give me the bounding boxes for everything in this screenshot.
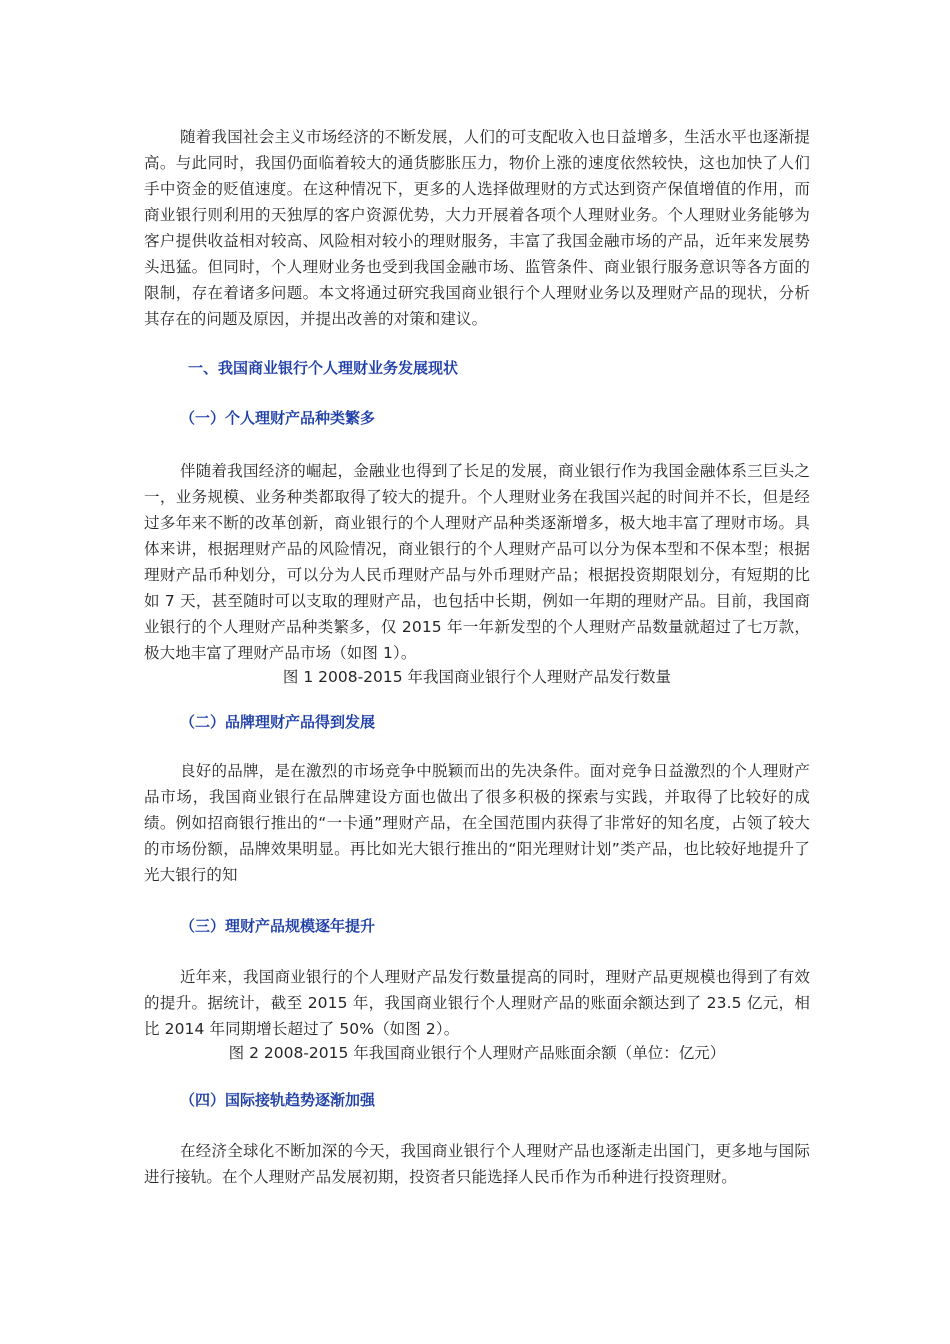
subsection-2-paragraph: 良好的品牌，是在激烈的市场竞争中脱颖而出的先决条件。面对竞争日益激烈的个人理财产品市场，我国商业银行在品牌建设方面也做出了很多积极的探索与实践，并取得了比较好的成绩。例如招商银行推出的“一卡通”理财产品，在全国范围内获得了非常好的知名度，占领了较大的市场份额，品牌效果明显。再比如光大银行推出的“阳光理财计划”类产品，也比较好地提升了光大银行的知 [144,762,810,884]
figure-1-caption: 图 1 2008-2015 年我国商业银行个人理财产品发行数量 [282,668,672,686]
subsection-heading-2: （二）品牌理财产品得到发展 [180,713,376,731]
document-body [144,124,810,1190]
intro-paragraph: 随着我国社会主义市场经济的不断发展，人们的可支配收入也日益增多，生活水平也逐渐提高。与此同时，我国仍面临着较大的通货膨胀压力，物价上涨的速度依然较快，这也加快了人们手中资金的贬值速度。在这种情况下，更多的人选择做理财的方式达到资产保值增值的作用，而商业银行则利用的天独厚的客户资源优势，大力开展着各项个人理财业务。个人理财业务能够为客户提供收益相对较高、风险相对较小的理财服务，丰富了我国金融市场的产品，近年来发展势头迅猛。但同时，个人理财业务也受到我国金融市场、监管条件、商业银行服务意识等各方面的限制，存在着诸多问题。本文将通过研究我国商业银行个人理财业务以及理财产品的现状，分析其存在的问题及原因，并提出改善的对策和建议。 [144,128,810,328]
subsection-1-paragraph: 伴随着我国经济的崛起，金融业也得到了长足的发展，商业银行作为我国金融体系三巨头之一，业务规模、业务种类都取得了较大的提升。个人理财业务在我国兴起的时间并不长，但是经过多年来不断的改革创新，商业银行的个人理财产品种类逐渐增多，极大地丰富了理财市场。具体来讲，根据理财产品的风险情况，商业银行的个人理财产品可以分为保本型和不保本型；根据理财产品币种划分，可以分为人民币理财产品与外币理财产品；根据投资期限划分，有短期的比如 7 天，甚至随时可以支取的理财产品，也包括中长期，例如一年期的理财产品。目前，我国商业银行的个人理财产品种类繁多，仅 2015 年一年新发型的个人理财产品数量就超过了七万款，极大地丰富了理财产品市场（如图 1）。 [144,462,810,662]
subsection-heading-3: （三）理财产品规模逐年提升 [180,917,376,935]
subsection-heading-4: （四）国际接轨趋势逐渐加强 [180,1091,376,1109]
subsection-3-paragraph: 近年来，我国商业银行的个人理财产品发行数量提高的同时，理财产品更规模也得到了有效的提升。据统计，截至 2015 年，我国商业银行个人理财产品的账面余额达到了 23.5 亿元，相比 2014 年同期增长超过了 50%（如图 2）。 [144,968,810,1038]
section-heading: 一、我国商业银行个人理财业务发展现状 [188,359,459,377]
subsection-heading-1: （一）个人理财产品种类繁多 [180,409,376,427]
subsection-4-paragraph: 在经济全球化不断加深的今天，我国商业银行个人理财产品也逐渐走出国门，更多地与国际进行接轨。在个人理财产品发展初期，投资者只能选择人民币作为币种进行投资理财。 [144,1142,810,1186]
figure-2-caption: 图 2 2008-2015 年我国商业银行个人理财产品账面余额（单位：亿元） [228,1044,726,1062]
